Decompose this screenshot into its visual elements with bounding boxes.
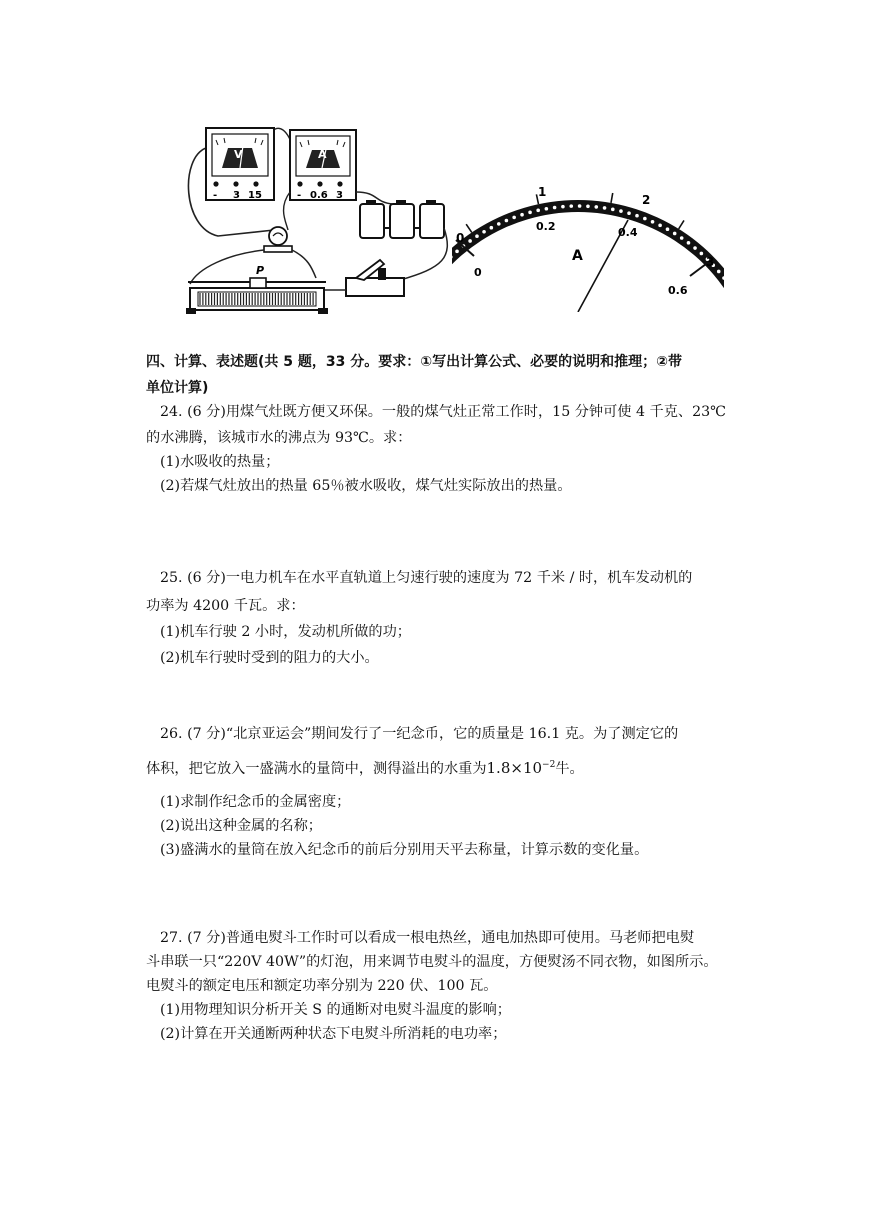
ammeter-scale-diagram (452, 180, 724, 312)
formula-base: 1.8×10 (486, 759, 543, 777)
question-part: (1)用物理知识分析开关 S 的通断对电熨斗温度的影响； (160, 1002, 511, 1018)
question-part: (3)盛满水的量筒在放入纪念币的前后分别用天平去称量，计算示数的变化量。 (160, 842, 649, 858)
voltmeter-terminal-3: 3 (233, 190, 240, 201)
formula-unit: 牛。 (555, 761, 584, 777)
ammeter-icon (290, 130, 356, 201)
question-part: (1)水吸收的热量； (160, 454, 280, 470)
question-text: 25. (6 分)一电力机车在水平直轨道上匀速行驶的速度为 72 千米 / 时，机车发动机的 (160, 570, 693, 586)
scale-small-label-02: 0.2 (536, 220, 556, 233)
ammeter-terminal-06: 0.6 (310, 190, 328, 201)
ammeter-letter: A (318, 148, 327, 161)
question-text: 27. (7 分)普通电熨斗工作时可以看成一根电热丝，通电加热即可使用。马老师把电熨 (160, 930, 695, 946)
question-text: 26. (7 分)“北京亚运会”期间发行了一纪念币，它的质量是 16.1 克。为了测定它的 (160, 726, 679, 742)
question-text: 斗串联一只“220V 40W”的灯泡，用来调节电熨斗的温度，方便熨汤不同衣物，如图所示。 (146, 954, 718, 970)
scale-small-label-0: 0 (474, 266, 482, 279)
voltmeter-icon (206, 128, 274, 201)
switch-icon (346, 260, 404, 296)
question-part: (1)机车行驶 2 小时，发动机所做的功； (160, 624, 411, 640)
question-text: 功率为 4200 千瓦。求： (146, 598, 305, 614)
scale-big-label-0: 0 (456, 231, 465, 245)
formula (487, 759, 556, 777)
circuit-diagram (178, 118, 456, 326)
scale-small-label-04: 0.4 (618, 226, 638, 239)
voltmeter-letter: V (234, 148, 243, 161)
rheostat-icon (186, 264, 328, 314)
question-text-with-formula (146, 758, 584, 779)
scale-big-label-1: 1 (538, 185, 547, 199)
ammeter-terminal-neg: - (297, 190, 302, 201)
voltmeter-terminal-15: 15 (248, 190, 262, 201)
question-text: 24. (6 分)用煤气灶既方便又环保。一般的煤气灶正常工作时，15 分钟可使 4 千克、23℃ (160, 404, 727, 420)
question-part: (2)说出这种金属的名称； (160, 818, 322, 834)
battery-cells-icon (360, 200, 444, 238)
question-text: 的水沸腾，该城市水的沸点为 93℃。求： (146, 430, 412, 446)
formula-exponent: −2 (542, 760, 556, 770)
question-part: (2)若煤气灶放出的热量 65％被水吸收，煤气灶实际放出的热量。 (160, 478, 572, 494)
slider-label: P (256, 264, 265, 277)
question-part: (2)机车行驶时受到的阻力的大小。 (160, 650, 379, 666)
scale-big-label-2: 2 (642, 193, 651, 207)
voltmeter-terminal-neg: - (213, 190, 218, 201)
question-part: (2)计算在开关通断两种状态下电熨斗所消耗的电功率； (160, 1026, 507, 1042)
ammeter-scale-letter: A (572, 248, 583, 264)
question-part: (1)求制作纪念币的金属密度； (160, 794, 351, 810)
question-text: 电熨斗的额定电压和额定功率分别为 220 伏、100 瓦。 (146, 978, 498, 994)
scale-small-label-06: 0.6 (668, 284, 688, 297)
ammeter-terminal-3: 3 (336, 190, 343, 201)
question-text: 体积，把它放入一盛满水的量筒中，测得溢出的水重为 (146, 761, 487, 777)
section-heading-line2: 单位计算) (146, 380, 209, 396)
scale-big-label-3: 3 (706, 255, 715, 269)
section-heading-line1: 四、计算、表述题(共 5 题，33 分。要求：①写出计算公式、必要的说明和推理；②带 (146, 354, 682, 370)
